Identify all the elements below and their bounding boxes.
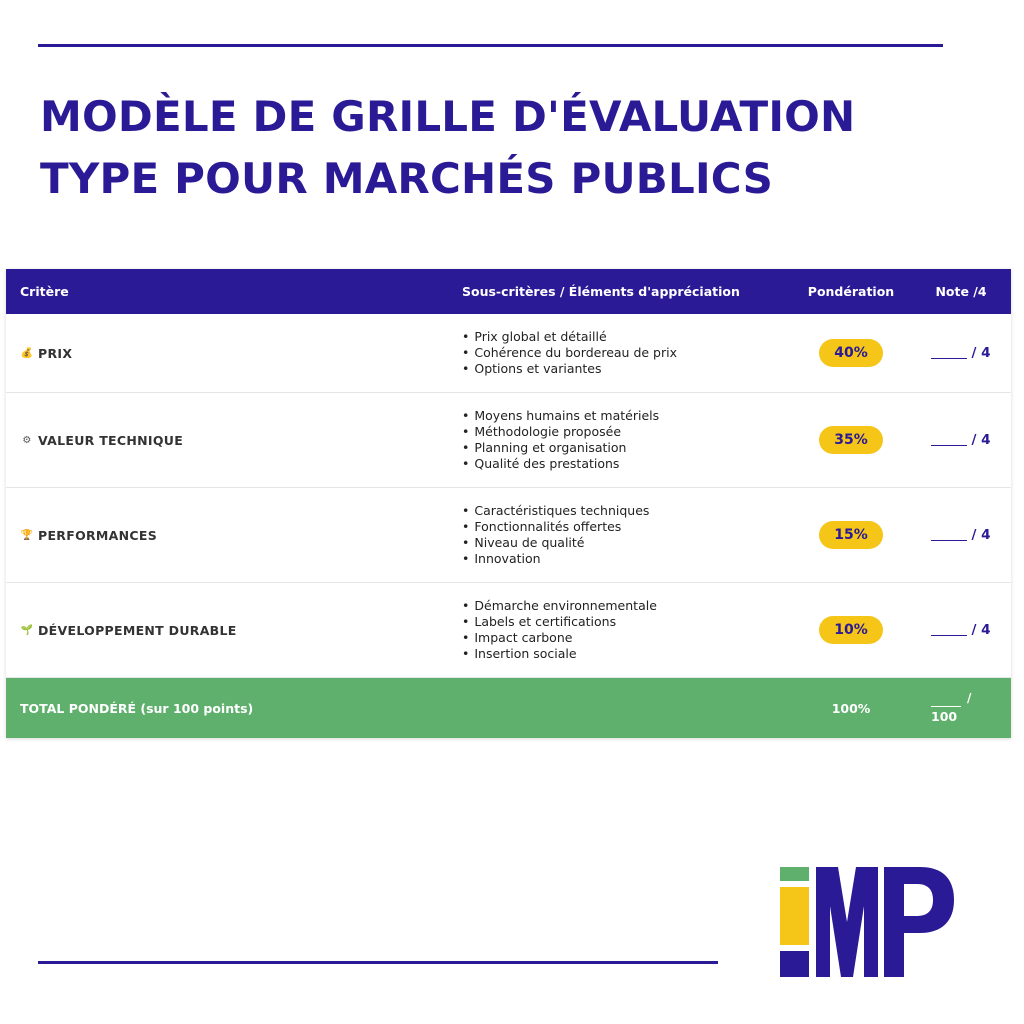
- criterion: [20, 623, 446, 638]
- table-header: [6, 269, 1011, 314]
- criterion-label: PRIX: [38, 345, 73, 361]
- subcriterion-item: • Fonctionnalités offertes: [462, 519, 791, 535]
- score-scale: / 4: [971, 622, 991, 638]
- score-scale: / 4: [971, 432, 991, 448]
- subcriterion-item: • Insertion sociale: [462, 646, 791, 662]
- weight-badge: 35%: [819, 426, 883, 454]
- subcriterion-item: • Qualité des prestations: [462, 456, 791, 472]
- total-weight: 100%: [831, 700, 871, 716]
- subcriterion-item: • Cohérence du bordereau de prix: [462, 345, 791, 361]
- subcriterion-item: • Moyens humains et matériels: [462, 408, 791, 424]
- weight-badge: 40%: [819, 339, 883, 367]
- criterion-label: DÉVELOPPEMENT DURABLE: [38, 622, 237, 638]
- table-row: [6, 393, 1011, 488]
- score-scale: / 4: [971, 527, 991, 543]
- imp-logo: [780, 864, 960, 980]
- subcriterion-item: • Prix global et détaillé: [462, 329, 791, 345]
- header-criterion: Critère: [20, 284, 69, 299]
- score-blank[interactable]: [931, 445, 967, 446]
- total-note[interactable]: [931, 690, 991, 726]
- weight-badge: 10%: [819, 616, 883, 644]
- score-blank[interactable]: [931, 635, 967, 636]
- criterion-label: VALEUR TECHNIQUE: [38, 432, 184, 448]
- score-field[interactable]: [931, 345, 990, 361]
- gear-icon: ⚙: [22, 434, 32, 446]
- trophy-icon: 🏆: [20, 529, 34, 541]
- subcriterion-item: • Impact carbone: [462, 630, 791, 646]
- subcriteria-list: [462, 503, 791, 568]
- subcriterion-item: • Labels et certifications: [462, 614, 791, 630]
- subcriteria-list: [462, 408, 791, 473]
- weight-badge: 15%: [819, 521, 883, 549]
- table-row: [6, 488, 1011, 583]
- total-denominator: 100: [931, 709, 958, 724]
- criterion: [20, 528, 446, 543]
- subcriteria-list: [462, 598, 791, 663]
- header-weight: Pondération: [807, 284, 895, 299]
- score-field[interactable]: [931, 527, 990, 543]
- subcriterion-item: • Démarche environnementale: [462, 598, 791, 614]
- criterion: [20, 346, 446, 361]
- total-score-blank[interactable]: [931, 706, 961, 707]
- table-row: [6, 314, 1011, 393]
- subcriterion-item: • Caractéristiques techniques: [462, 503, 791, 519]
- score-field[interactable]: [931, 622, 990, 638]
- table-row: [6, 583, 1011, 678]
- score-blank[interactable]: [931, 540, 967, 541]
- header-subcriteria: Sous-critères / Éléments d'appréciation: [462, 284, 740, 299]
- page-title: MODÈLE DE GRILLE D'ÉVALUATION TYPE POUR MARCHÉS PUBLICS: [40, 92, 856, 203]
- header-note: Note /4: [935, 284, 987, 299]
- criterion: [20, 433, 446, 448]
- total-slash: /: [967, 691, 972, 705]
- total-row: [6, 678, 1011, 738]
- evaluation-grid: [6, 269, 1011, 738]
- top-divider: [38, 44, 943, 47]
- score-field[interactable]: [931, 432, 990, 448]
- money-bag-icon: 💰: [20, 347, 34, 359]
- criterion-label: PERFORMANCES: [38, 527, 158, 543]
- subcriterion-item: • Méthodologie proposée: [462, 424, 791, 440]
- subcriterion-item: • Options et variantes: [462, 361, 791, 377]
- leaf-icon: 🌱: [20, 624, 34, 636]
- score-scale: / 4: [971, 345, 991, 361]
- subcriteria-list: [462, 329, 791, 378]
- subcriterion-item: • Niveau de qualité: [462, 535, 791, 551]
- bottom-divider: [38, 961, 718, 964]
- score-blank[interactable]: [931, 358, 967, 359]
- subcriterion-item: • Innovation: [462, 551, 791, 567]
- total-label: TOTAL PONDÉRÉ (sur 100 points): [20, 700, 254, 716]
- subcriterion-item: • Planning et organisation: [462, 440, 791, 456]
